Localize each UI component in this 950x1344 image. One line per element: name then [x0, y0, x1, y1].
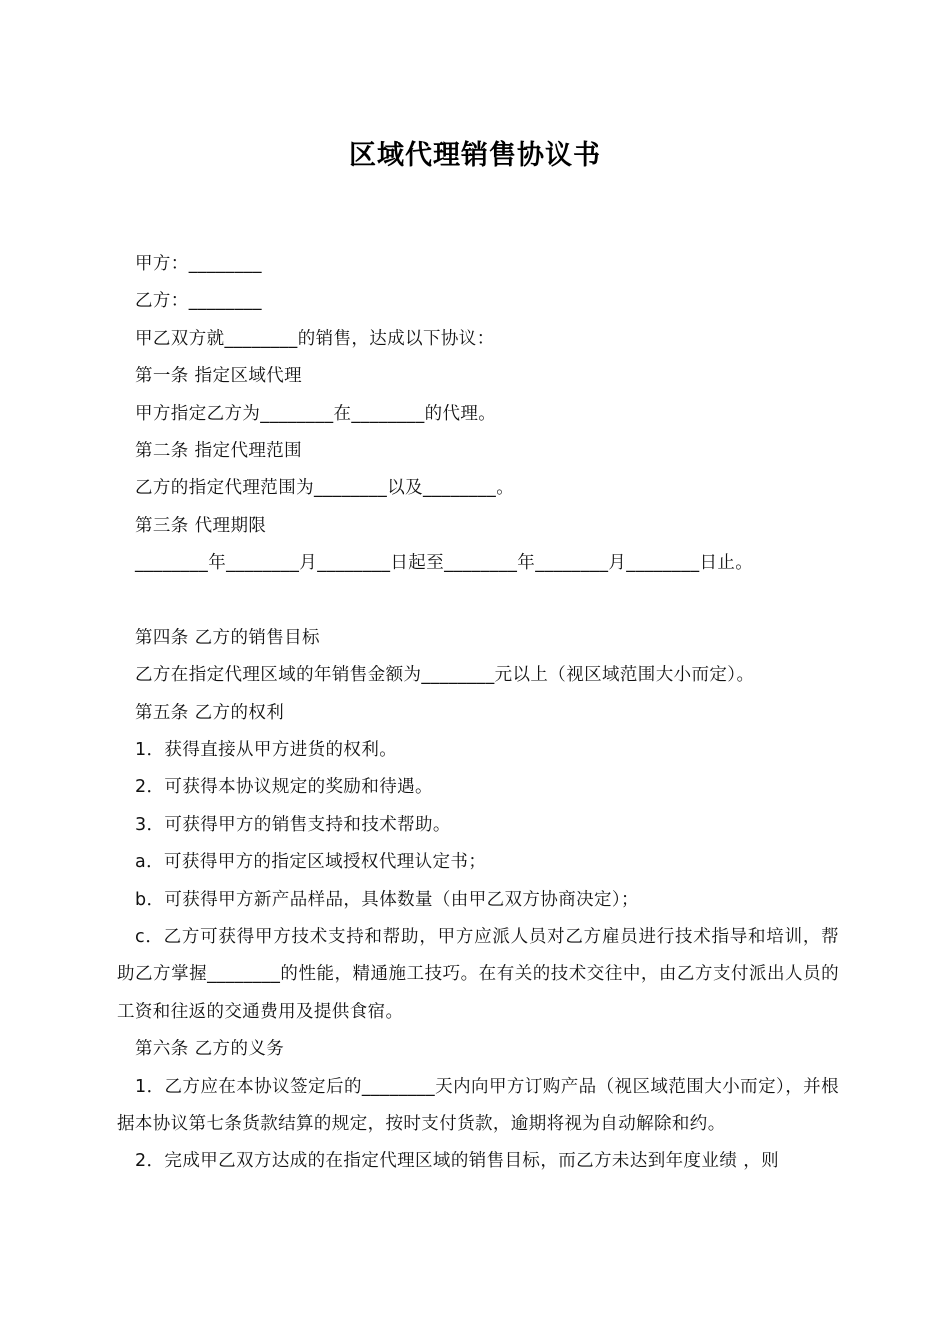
document-title: 区域代理销售协议书 — [349, 140, 601, 171]
blank-line — [117, 583, 847, 620]
party-b-line: 乙方：________ — [135, 291, 262, 312]
article-5-item-b: b．可获得甲方新产品样品，具体数量（由甲乙双方协商决定）； — [135, 889, 639, 910]
article-5-item-1: 1．获得直接从甲方进货的权利。 — [135, 740, 398, 761]
article-1-heading: 第一条 指定区域代理 — [135, 366, 303, 387]
article-3-heading: 第三条 代理期限 — [135, 515, 267, 536]
article-5-item-a: a．可获得甲方的指定区域授权代理认定书； — [135, 852, 487, 873]
intro-line: 甲乙双方就________的销售，达成以下协议： — [135, 328, 495, 349]
article-2-text: 乙方的指定代理范围为________以及________。 — [135, 478, 515, 499]
article-6-item-2: 2．完成甲乙双方达成的在指定代理区域的销售目标，而乙方未达到年度业绩 ，则 — [135, 1151, 779, 1172]
article-5-item-2: 2．可获得本协议规定的奖励和待遇。 — [135, 777, 433, 798]
article-5-item-c: c．乙方可获得甲方技术支持和帮助，甲方应派人员对乙方雇员进行技术指导和培训，帮助乙方掌握________的性能，精通施工技巧。在有关的技术交往中，由乙方支付派出人员的工资和往返的交通费用及提供食宿。 — [117, 927, 839, 1022]
article-1-text: 甲方指定乙方为________在________的代理。 — [135, 403, 497, 424]
article-5-item-3: 3．可获得甲方的销售支持和技术帮助。 — [135, 814, 451, 835]
article-4-heading: 第四条 乙方的销售目标 — [135, 627, 320, 648]
party-a-line: 甲方：________ — [135, 254, 262, 274]
article-6-heading: 第六条 乙方的义务 — [135, 1039, 285, 1060]
article-5-heading: 第五条 乙方的权利 — [135, 702, 285, 723]
article-2-heading: 第二条 指定代理范围 — [135, 440, 303, 461]
article-6-item-1: 1．乙方应在本协议签定后的________天内向甲方订购产品（视区域范围大小而定），并根据本协议第七条货款结算的规定，按时支付货款，逾期将视为自动解除和约。 — [117, 1076, 839, 1135]
article-3-text: ________年________月________日起至________年________月________日止。 — [135, 553, 754, 574]
article-4-text: 乙方在指定代理区域的年销售金额为________元以上（视区域范围大小而定）。 — [135, 665, 755, 686]
document-body — [117, 246, 847, 1181]
